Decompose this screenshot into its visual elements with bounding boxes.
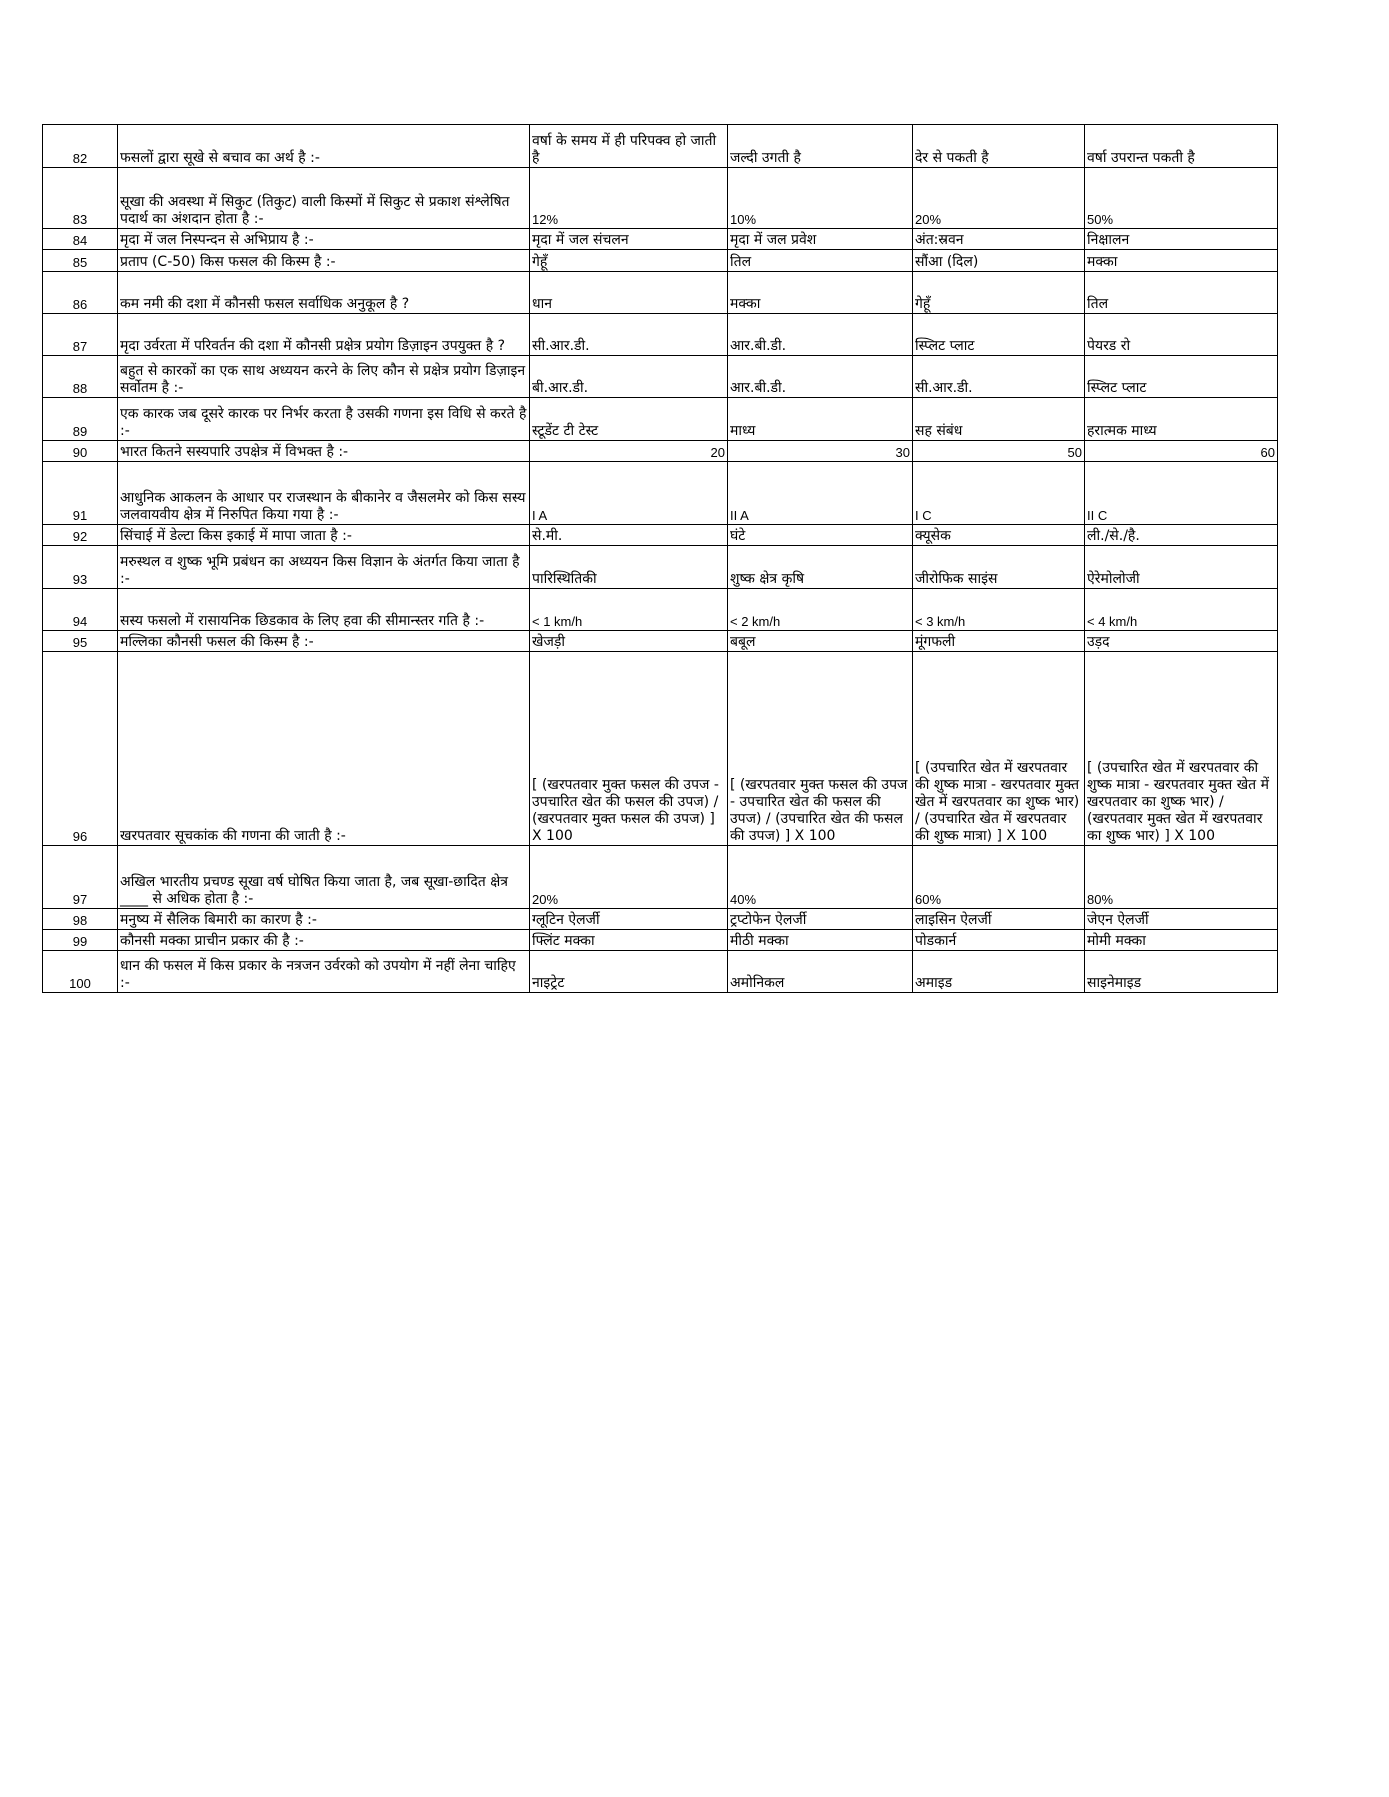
question-number: 89 bbox=[43, 398, 118, 441]
option-d: 60 bbox=[1085, 441, 1278, 462]
question-number: 97 bbox=[43, 846, 118, 909]
question-number: 90 bbox=[43, 441, 118, 462]
table-row bbox=[43, 652, 1278, 846]
option-a: 20 bbox=[530, 441, 728, 462]
option-b: ट्रप्टोफेन ऐलर्जी bbox=[728, 909, 913, 930]
option-b: < 2 km/h bbox=[728, 589, 913, 631]
question-text: सस्य फसलो में रासायनिक छिडकाव के लिए हवा की सीमान्स्तर गति है :- bbox=[118, 589, 530, 631]
option-c: मूंगफली bbox=[913, 631, 1085, 652]
table-row bbox=[43, 229, 1278, 250]
table-row bbox=[43, 846, 1278, 909]
table-row bbox=[43, 441, 1278, 462]
option-b: मृदा में जल प्रवेश bbox=[728, 229, 913, 250]
question-text: प्रताप (C-50) किस फसल की किस्म है :- bbox=[118, 250, 530, 272]
option-b: माध्य bbox=[728, 398, 913, 441]
table-row bbox=[43, 589, 1278, 631]
option-a: I A bbox=[530, 462, 728, 525]
question-text: कौनसी मक्का प्राचीन प्रकार की है :- bbox=[118, 930, 530, 951]
question-text: सिंचाई में डेल्टा किस इकाई में मापा जाता है :- bbox=[118, 525, 530, 546]
option-c: सी.आर.डी. bbox=[913, 356, 1085, 398]
question-text: मृदा में जल निस्पन्दन से अभिप्राय है :- bbox=[118, 229, 530, 250]
table-row bbox=[43, 250, 1278, 272]
question-number: 82 bbox=[43, 125, 118, 168]
table-row bbox=[43, 525, 1278, 546]
option-c: जीरोफिक साइंस bbox=[913, 546, 1085, 589]
question-number: 94 bbox=[43, 589, 118, 631]
option-a: [ (खरपतवार मुक्त फसल की उपज - उपचारित खेत की फसल की उपज) / (खरपतवार मुक्त फसल की उपज) ] X 100 bbox=[530, 652, 728, 846]
table-row bbox=[43, 631, 1278, 652]
option-d: < 4 km/h bbox=[1085, 589, 1278, 631]
option-d: तिल bbox=[1085, 272, 1278, 314]
option-b: बबूल bbox=[728, 631, 913, 652]
option-d: साइनेमाइड bbox=[1085, 951, 1278, 993]
option-d: पेयरड रो bbox=[1085, 314, 1278, 356]
option-c: 50 bbox=[913, 441, 1085, 462]
question-number: 92 bbox=[43, 525, 118, 546]
option-d: [ (उपचारित खेत में खरपतवार की शुष्क मात्रा - खरपतवार मुक्त खेत में खरपतवार का शुष्क भार) / (खरपतवार मुक्त खेत में खरपतवार का शुष्क भार) ] X 100 bbox=[1085, 652, 1278, 846]
question-text: खरपतवार सूचकांक की गणना की जाती है :- bbox=[118, 652, 530, 846]
question-text: कम नमी की दशा में कौनसी फसल सर्वाधिक अनुकूल है ? bbox=[118, 272, 530, 314]
table-row bbox=[43, 168, 1278, 229]
question-number: 86 bbox=[43, 272, 118, 314]
option-b: आर.बी.डी. bbox=[728, 314, 913, 356]
option-a: फ्लिंट मक्का bbox=[530, 930, 728, 951]
question-text: एक कारक जब दूसरे कारक पर निर्भर करता है उसकी गणना इस विधि से करते है :- bbox=[118, 398, 530, 441]
option-d: जेएन ऐलर्जी bbox=[1085, 909, 1278, 930]
option-c: देर से पकती है bbox=[913, 125, 1085, 168]
question-number: 96 bbox=[43, 652, 118, 846]
option-b: आर.बी.डी. bbox=[728, 356, 913, 398]
option-a: < 1 km/h bbox=[530, 589, 728, 631]
option-d: वर्षा उपरान्त पकती है bbox=[1085, 125, 1278, 168]
question-table bbox=[42, 124, 1278, 993]
option-a: खेजड़ी bbox=[530, 631, 728, 652]
option-d: 80% bbox=[1085, 846, 1278, 909]
question-number: 88 bbox=[43, 356, 118, 398]
option-a: धान bbox=[530, 272, 728, 314]
question-text: भारत कितने सस्यपारि उपक्षेत्र में विभक्त है :- bbox=[118, 441, 530, 462]
table-row bbox=[43, 314, 1278, 356]
option-c: 20% bbox=[913, 168, 1085, 229]
question-text: मनुष्य में सैलिक बिमारी का कारण है :- bbox=[118, 909, 530, 930]
option-d: ऐरेमोलोजी bbox=[1085, 546, 1278, 589]
option-a: 20% bbox=[530, 846, 728, 909]
option-c: अंत:स्रवन bbox=[913, 229, 1085, 250]
question-number: 100 bbox=[43, 951, 118, 993]
option-a: नाइट्रेट bbox=[530, 951, 728, 993]
option-c: अमाइड bbox=[913, 951, 1085, 993]
question-text: धान की फसल में किस प्रकार के नत्रजन उर्वरको को उपयोग में नहीं लेना चाहिए :- bbox=[118, 951, 530, 993]
question-number: 98 bbox=[43, 909, 118, 930]
option-b: मक्का bbox=[728, 272, 913, 314]
option-c: 60% bbox=[913, 846, 1085, 909]
option-c: पोडकार्न bbox=[913, 930, 1085, 951]
option-a: गेहूँ bbox=[530, 250, 728, 272]
option-a: बी.आर.डी. bbox=[530, 356, 728, 398]
option-a: 12% bbox=[530, 168, 728, 229]
table-row bbox=[43, 125, 1278, 168]
table-row bbox=[43, 909, 1278, 930]
question-text: मरुस्थल व शुष्क भूमि प्रबंधन का अध्ययन किस विज्ञान के अंतर्गत किया जाता है :- bbox=[118, 546, 530, 589]
option-c: < 3 km/h bbox=[913, 589, 1085, 631]
option-c: लाइसिन ऐलर्जी bbox=[913, 909, 1085, 930]
question-text: फसलों द्वारा सूखे से बचाव का अर्थ है :- bbox=[118, 125, 530, 168]
option-b: तिल bbox=[728, 250, 913, 272]
option-d: हरात्मक माध्य bbox=[1085, 398, 1278, 441]
option-c: क्यूसेक bbox=[913, 525, 1085, 546]
option-c: सह संबंध bbox=[913, 398, 1085, 441]
table-row bbox=[43, 272, 1278, 314]
question-number: 91 bbox=[43, 462, 118, 525]
option-a: से.मी. bbox=[530, 525, 728, 546]
option-b: 30 bbox=[728, 441, 913, 462]
option-a: स्टूडेंट टी टेस्ट bbox=[530, 398, 728, 441]
question-number: 93 bbox=[43, 546, 118, 589]
option-a: ग्लूटिन ऐलर्जी bbox=[530, 909, 728, 930]
option-b: जल्दी उगती है bbox=[728, 125, 913, 168]
question-text: अखिल भारतीय प्रचण्ड सूखा वर्ष घोषित किया जाता है, जब सूखा-छादित क्षेत्र ____ से अधिक होता है :- bbox=[118, 846, 530, 909]
option-d: निक्षालन bbox=[1085, 229, 1278, 250]
question-number: 83 bbox=[43, 168, 118, 229]
option-a: वर्षा के समय में ही परिपक्व हो जाती है bbox=[530, 125, 728, 168]
question-number: 99 bbox=[43, 930, 118, 951]
option-d: ली./से./है. bbox=[1085, 525, 1278, 546]
option-b: घंटे bbox=[728, 525, 913, 546]
table-row bbox=[43, 951, 1278, 993]
option-c: गेहूँ bbox=[913, 272, 1085, 314]
option-d: स्प्लिट प्लाट bbox=[1085, 356, 1278, 398]
table-row bbox=[43, 546, 1278, 589]
question-number: 84 bbox=[43, 229, 118, 250]
option-c: सौंआ (दिल) bbox=[913, 250, 1085, 272]
option-c: स्प्लिट प्लाट bbox=[913, 314, 1085, 356]
question-text: सूखा की अवस्था में सिकुट (तिकुट) वाली किस्मों में सिकुट से प्रकाश संश्लेषित पदार्थ का अंशदान होता है :- bbox=[118, 168, 530, 229]
option-b: मीठी मक्का bbox=[728, 930, 913, 951]
table-row bbox=[43, 398, 1278, 441]
option-b: II A bbox=[728, 462, 913, 525]
option-d: मक्का bbox=[1085, 250, 1278, 272]
option-d: उड़द bbox=[1085, 631, 1278, 652]
option-b: [ (खरपतवार मुक्त फसल की उपज - उपचारित खेत की फसल की उपज) / (उपचारित खेत की फसल की उपज) ] X 100 bbox=[728, 652, 913, 846]
question-number: 95 bbox=[43, 631, 118, 652]
question-text: मृदा उर्वरता में परिवर्तन की दशा में कौनसी प्रक्षेत्र प्रयोग डिज़ाइन उपयुक्त है ? bbox=[118, 314, 530, 356]
question-number: 85 bbox=[43, 250, 118, 272]
question-number: 87 bbox=[43, 314, 118, 356]
option-b: 40% bbox=[728, 846, 913, 909]
table-row bbox=[43, 462, 1278, 525]
table-row bbox=[43, 930, 1278, 951]
option-c: I C bbox=[913, 462, 1085, 525]
option-b: अमोनिकल bbox=[728, 951, 913, 993]
option-a: पारिस्थितिकी bbox=[530, 546, 728, 589]
option-d: मोमी मक्का bbox=[1085, 930, 1278, 951]
option-a: मृदा में जल संचलन bbox=[530, 229, 728, 250]
question-text: बहुत से कारकों का एक साथ अध्ययन करने के लिए कौन से प्रक्षेत्र प्रयोग डिज़ाइन सर्वोतम है :- bbox=[118, 356, 530, 398]
option-b: 10% bbox=[728, 168, 913, 229]
question-text: आधुनिक आकलन के आधार पर राजस्थान के बीकानेर व जैसलमेर को किस सस्य जलवायवीय क्षेत्र में निरुपित किया गया है :- bbox=[118, 462, 530, 525]
table-row bbox=[43, 356, 1278, 398]
option-d: 50% bbox=[1085, 168, 1278, 229]
option-a: सी.आर.डी. bbox=[530, 314, 728, 356]
option-c: [ (उपचारित खेत में खरपतवार की शुष्क मात्रा - खरपतवार मुक्त खेत में खरपतवार का शुष्क भार) / (उपचारित खेत में खरपतवार की शुष्क मात्रा) ] X 100 bbox=[913, 652, 1085, 846]
option-b: शुष्क क्षेत्र कृषि bbox=[728, 546, 913, 589]
option-d: II C bbox=[1085, 462, 1278, 525]
question-text: मल्लिका कौनसी फसल की किस्म है :- bbox=[118, 631, 530, 652]
